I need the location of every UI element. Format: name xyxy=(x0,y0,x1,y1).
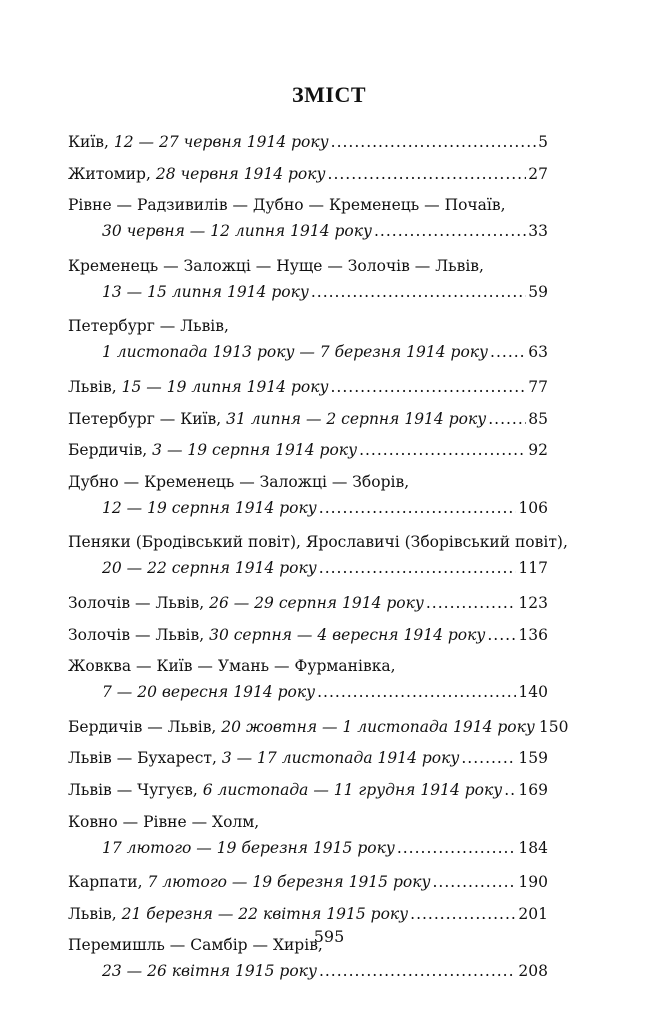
leader-dots xyxy=(487,621,516,649)
toc-entry-title: Золочів — Львів, xyxy=(68,594,210,612)
leader-dots xyxy=(359,436,526,464)
toc-page-number: 5 xyxy=(538,133,548,151)
toc-entry-title: Львів, xyxy=(68,378,122,396)
toc-page-number: 27 xyxy=(528,164,548,183)
toc-entry-dates: 3 — 17 листопада 1914 року xyxy=(221,749,460,768)
toc-entry-title: Золочів — Львів, xyxy=(68,625,210,644)
toc-entry-dates: 17 лютого — 19 березня 1915 року xyxy=(102,838,395,857)
leader-dots xyxy=(432,868,516,896)
toc-page-number: 106 xyxy=(518,498,548,517)
toc-entry-dates: 23 — 26 квітня 1915 року xyxy=(102,962,317,981)
toc-entry-dates: 20 — 22 серпня 1914 року xyxy=(102,559,317,578)
toc-page-number: 190 xyxy=(518,873,548,892)
toc-entry-dates: 13 — 15 липня 1914 року xyxy=(102,282,309,301)
toc-entry-dates: 20 жовтня — 1 листопада 1914 року xyxy=(221,717,535,736)
leader-dots xyxy=(330,373,526,401)
toc-entry-title: Перемишль — Самбір — Хирів, xyxy=(68,936,323,955)
toc-entry-dates: 12 — 19 серпня 1914 року xyxy=(102,498,317,517)
toc-entry-title: Львів, xyxy=(68,904,122,923)
toc-entry-title: Пеняки (Бродівський повіт), Ярославичі (Зборівський повіт), xyxy=(68,533,568,552)
leader-dots xyxy=(504,776,516,804)
toc-entry-title: Дубно — Кременець — Заложці — Зборів, xyxy=(68,472,410,491)
toc-entry-title: Житомир, xyxy=(68,164,156,183)
toc-entry-dates: 26 — 29 серпня 1914 року xyxy=(209,594,424,612)
toc-page-number: 150 xyxy=(538,717,569,736)
toc-page-number: 201 xyxy=(518,904,548,923)
leader-dots xyxy=(319,494,517,522)
toc-page-number: 117 xyxy=(518,559,548,578)
toc-entry-dates: 6 листопада — 11 грудня 1914 року xyxy=(202,781,503,799)
toc-entry-title: Карпати, xyxy=(68,873,148,892)
toc-entry-title: Петербург — Львів, xyxy=(68,317,229,336)
toc-page-number: 85 xyxy=(528,409,548,428)
toc-entry-dates: 12 — 27 червня 1914 року xyxy=(113,133,329,151)
leader-dots xyxy=(319,957,516,985)
leader-dots xyxy=(374,217,526,245)
toc-entry-title: Жовква — Київ — Умань — Фурманівка, xyxy=(68,657,396,676)
leader-dots xyxy=(328,160,527,188)
toc-page-number: 184 xyxy=(518,838,548,857)
toc-page-number: 92 xyxy=(528,441,548,460)
leader-dots xyxy=(488,405,526,433)
toc-page-number: 59 xyxy=(528,282,548,301)
toc-entry-dates: 30 червня — 12 липня 1914 року xyxy=(102,222,372,241)
toc-entry-title: Бердичів, xyxy=(68,441,153,460)
toc-page-number: 169 xyxy=(518,781,548,799)
page-title: ЗМІСТ xyxy=(292,82,366,107)
leader-dots xyxy=(311,278,526,306)
toc-entry-dates: 7 лютого — 19 березня 1915 року xyxy=(147,873,431,892)
toc-page-number: 77 xyxy=(528,378,548,396)
leader-dots xyxy=(317,678,516,706)
leader-dots xyxy=(410,900,516,928)
leader-dots xyxy=(397,834,517,862)
toc-page-number: 140 xyxy=(518,683,548,702)
toc-entry-title: Рівне — Радзивилів — Дубно — Кременець — Почаїв, xyxy=(68,196,506,215)
toc-entry-title: Петербург — Київ, xyxy=(68,409,227,428)
toc-entry-dates: 1 листопада 1913 року — 7 березня 1914 року xyxy=(102,343,489,362)
toc-entry-dates: 21 березня — 22 квітня 1915 року xyxy=(121,904,409,923)
toc-page-number: 136 xyxy=(518,625,548,644)
page-number: 595 xyxy=(313,927,345,946)
toc-page-number: 33 xyxy=(528,222,548,241)
leader-dots xyxy=(426,589,517,617)
toc-page-number: 208 xyxy=(518,962,548,981)
toc-entry-dates: 31 липня — 2 серпня 1914 року xyxy=(226,409,487,428)
leader-dots xyxy=(461,744,516,772)
toc-entry-dates: 7 — 20 вересня 1914 року xyxy=(102,683,316,702)
toc-entry-dates: 28 червня 1914 року xyxy=(155,164,326,183)
leader-dots xyxy=(490,338,526,366)
toc-entry-title: Львів — Бухарест, xyxy=(68,749,222,768)
leader-dots xyxy=(331,128,536,156)
toc-page-number: 123 xyxy=(518,594,548,612)
toc-entry-title: Кременець — Заложці — Нуще — Золочів — Львів, xyxy=(68,256,484,275)
toc-entry-dates: 3 — 19 серпня 1914 року xyxy=(152,441,358,460)
toc-entry-title: Ковно — Рівне — Холм, xyxy=(68,812,260,831)
leader-dots xyxy=(319,554,517,582)
toc-page-number: 63 xyxy=(528,343,548,362)
toc-entry-dates: 30 серпня — 4 вересня 1914 року xyxy=(209,625,486,644)
toc-entry-title: Київ, xyxy=(68,133,114,151)
toc-page-number: 159 xyxy=(518,749,548,768)
toc-entry-title: Львів — Чугуєв, xyxy=(68,781,203,799)
toc-entry-dates: 15 — 19 липня 1914 року xyxy=(121,378,329,396)
toc-entry-title: Бердичів — Львів, xyxy=(68,717,222,736)
